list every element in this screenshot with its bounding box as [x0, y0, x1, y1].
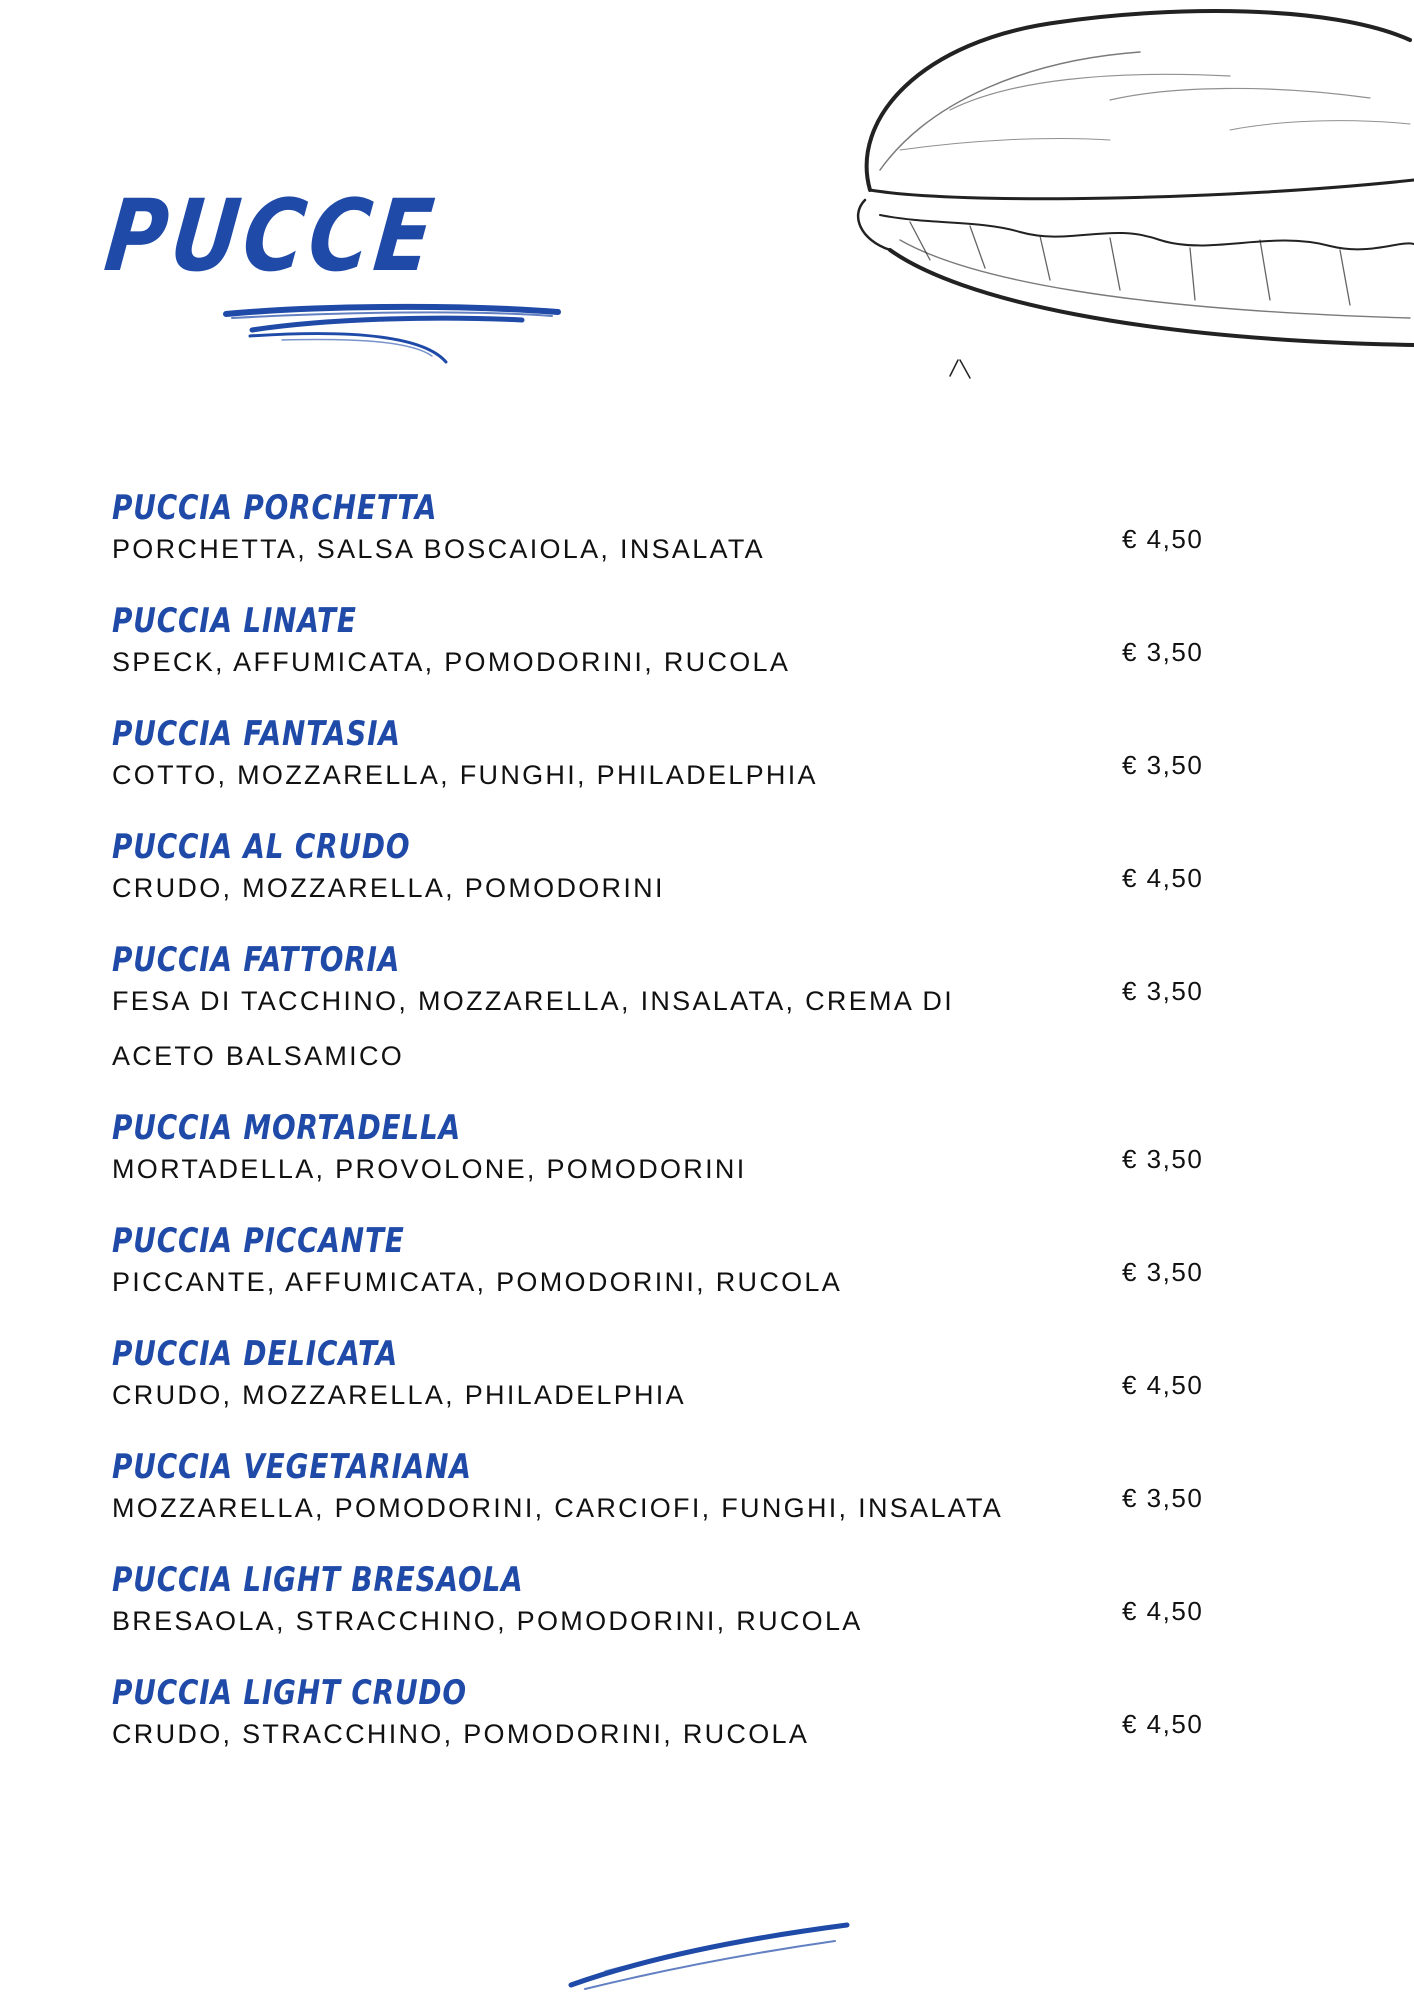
- menu-item-description: CRUDO, MOZZARELLA, POMODORINI: [112, 873, 665, 903]
- menu-item: [112, 1108, 1222, 1197]
- menu-item-name: PUCCIA PORCHETTA: [112, 488, 438, 528]
- menu-item-name: PUCCIA AL CRUDO: [112, 827, 411, 867]
- menu-item-price: € 4,50: [1122, 1596, 1204, 1626]
- menu-item-description: BRESAOLA, STRACCHINO, POMODORINI, RUCOLA: [112, 1606, 863, 1636]
- menu-item-description: FESA DI TACCHINO, MOZZARELLA, INSALATA, CREMA DI ACETO BALSAMICO: [112, 986, 955, 1071]
- menu-item-description: PORCHETTA, SALSA BOSCAIOLA, INSALATA: [112, 534, 765, 564]
- menu-item-price: € 3,50: [1122, 1144, 1204, 1174]
- brush-stroke-decoration-bottom: [565, 1915, 855, 1995]
- menu-item-price: € 3,50: [1122, 976, 1204, 1006]
- menu-item-description: COTTO, MOZZARELLA, FUNGHI, PHILADELPHIA: [112, 760, 818, 790]
- menu-item: [112, 1221, 1222, 1310]
- menu-item: [112, 1673, 1222, 1762]
- menu-item-name: PUCCIA DELICATA: [112, 1334, 399, 1374]
- menu-item-price: € 4,50: [1122, 1370, 1204, 1400]
- menu-item-name: PUCCIA FATTORIA: [112, 940, 401, 980]
- menu-item-description: MOZZARELLA, POMODORINI, CARCIOFI, FUNGHI, INSALATA: [112, 1493, 1004, 1523]
- brush-stroke-decoration: [222, 300, 562, 370]
- menu-item-name: PUCCIA FANTASIA: [112, 714, 401, 754]
- menu-item-name: PUCCIA LIGHT CRUDO: [112, 1673, 467, 1713]
- menu-item: [112, 1334, 1222, 1423]
- menu-item-name: PUCCIA VEGETARIANA: [112, 1447, 472, 1487]
- menu-item-name: PUCCIA PICCANTE: [112, 1221, 405, 1261]
- menu-item-name: PUCCIA LIGHT BRESAOLA: [112, 1560, 524, 1600]
- menu-item: [112, 714, 1222, 803]
- menu-item: [112, 1560, 1222, 1649]
- sandwich-sketch-icon: [810, 0, 1414, 380]
- menu-item: [112, 940, 1222, 1084]
- menu-item-description: PICCANTE, AFFUMICATA, POMODORINI, RUCOLA: [112, 1267, 843, 1297]
- menu-item-price: € 3,50: [1122, 1257, 1204, 1287]
- menu-item-description: SPECK, AFFUMICATA, POMODORINI, RUCOLA: [112, 647, 791, 677]
- menu-item-price: € 3,50: [1122, 750, 1204, 780]
- menu-item-name: PUCCIA MORTADELLA: [112, 1108, 461, 1148]
- menu-item-price: € 3,50: [1122, 637, 1204, 667]
- menu-item-price: € 4,50: [1122, 863, 1204, 893]
- menu-item-name: PUCCIA LINATE: [112, 601, 357, 641]
- menu-item: [112, 1447, 1222, 1536]
- menu-item-price: € 4,50: [1122, 524, 1204, 554]
- menu-item-price: € 3,50: [1122, 1483, 1204, 1513]
- menu-item-description: MORTADELLA, PROVOLONE, POMODORINI: [112, 1154, 747, 1184]
- page-title: PUCCE: [99, 178, 443, 294]
- menu-item-price: € 4,50: [1122, 1709, 1204, 1739]
- menu-item: [112, 488, 1222, 577]
- menu-item: [112, 827, 1222, 916]
- menu-list: [112, 488, 1222, 1786]
- menu-item: [112, 601, 1222, 690]
- menu-item-description: CRUDO, MOZZARELLA, PHILADELPHIA: [112, 1380, 686, 1410]
- menu-item-description: CRUDO, STRACCHINO, POMODORINI, RUCOLA: [112, 1719, 810, 1749]
